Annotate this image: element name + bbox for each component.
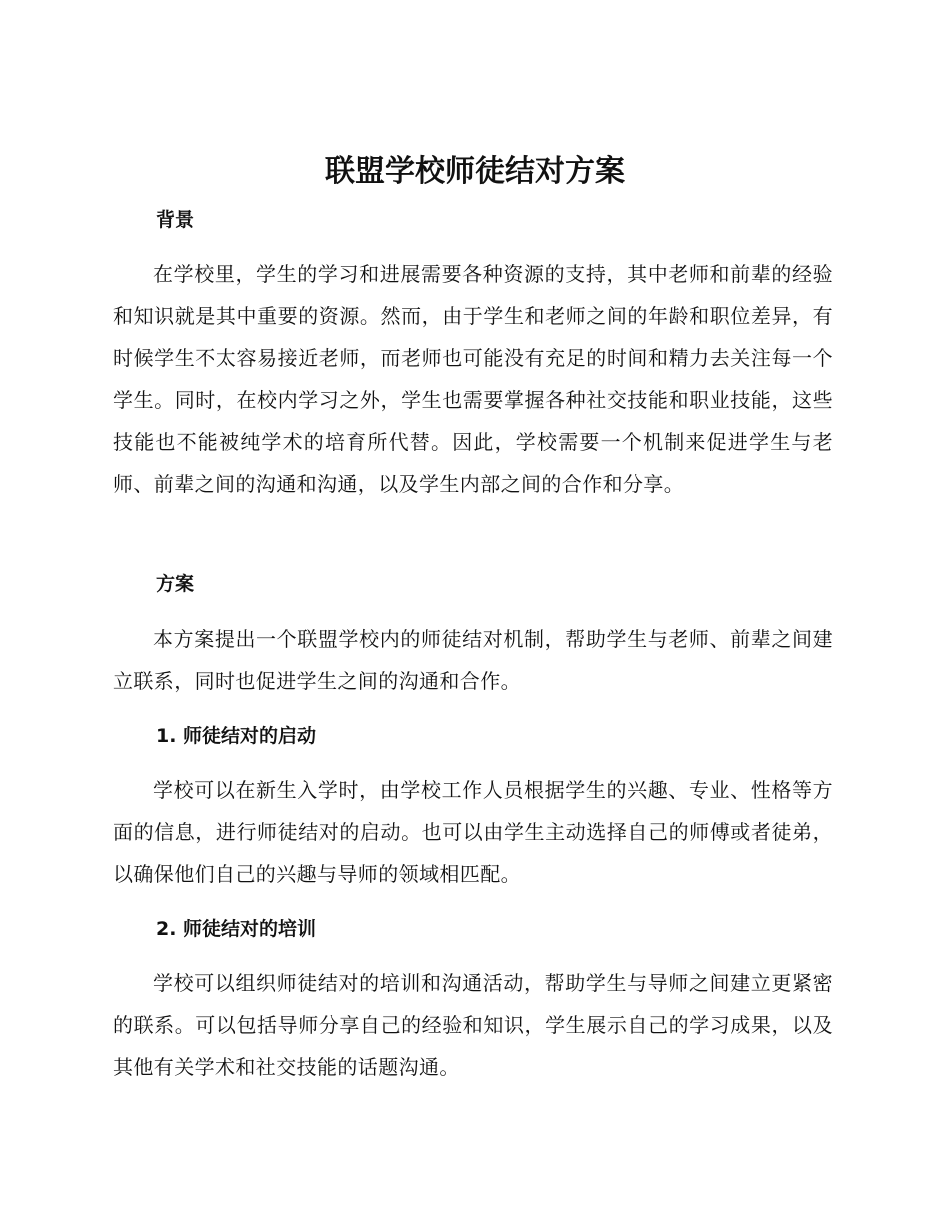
- section-heading-pairing-training: 2. 师徒结对的培训: [156, 918, 317, 940]
- section-heading-plan: 方案: [156, 573, 195, 595]
- section-heading-background: 背景: [156, 209, 195, 231]
- section-heading-pairing-start: 1. 师徒结对的启动: [156, 725, 317, 747]
- section-paragraph-pairing-start: 学校可以在新生入学时，由学校工作人员根据学生的兴趣、专业、性格等方面的信息，进行师徒结对的启动。也可以由学生主动选择自己的师傅或者徒弟，以确保他们自己的兴趣与导师的领域相匹配。: [113, 778, 833, 886]
- section-paragraph-plan: 本方案提出一个联盟学校内的师徒结对机制，帮助学生与老师、前辈之间建立联系，同时也促进学生之间的沟通和合作。: [113, 627, 833, 693]
- section-paragraph-pairing-training: 学校可以组织师徒结对的培训和沟通活动，帮助学生与导师之间建立更紧密的联系。可以包括导师分享自己的经验和知识，学生展示自己的学习成果，以及其他有关学术和社交技能的话题沟通。: [113, 971, 833, 1079]
- section-paragraph-background: 在学校里，学生的学习和进展需要各种资源的支持，其中老师和前辈的经验和知识就是其中重要的资源。然而，由于学生和老师之间的年龄和职位差异，有时候学生不太容易接近老师，而老师也可能没有充足的时间和精力去关注每一个学生。同时，在校内学习之外，学生也需要掌握各种社交技能和职业技能，这些技能也不能被纯学术的培育所代替。因此，学校需要一个机制来促进学生与老师、前辈之间的沟通和沟通，以及学生内部之间的合作和分享。: [113, 262, 833, 496]
- document-title: 联盟学校师徒结对方案: [325, 154, 625, 189]
